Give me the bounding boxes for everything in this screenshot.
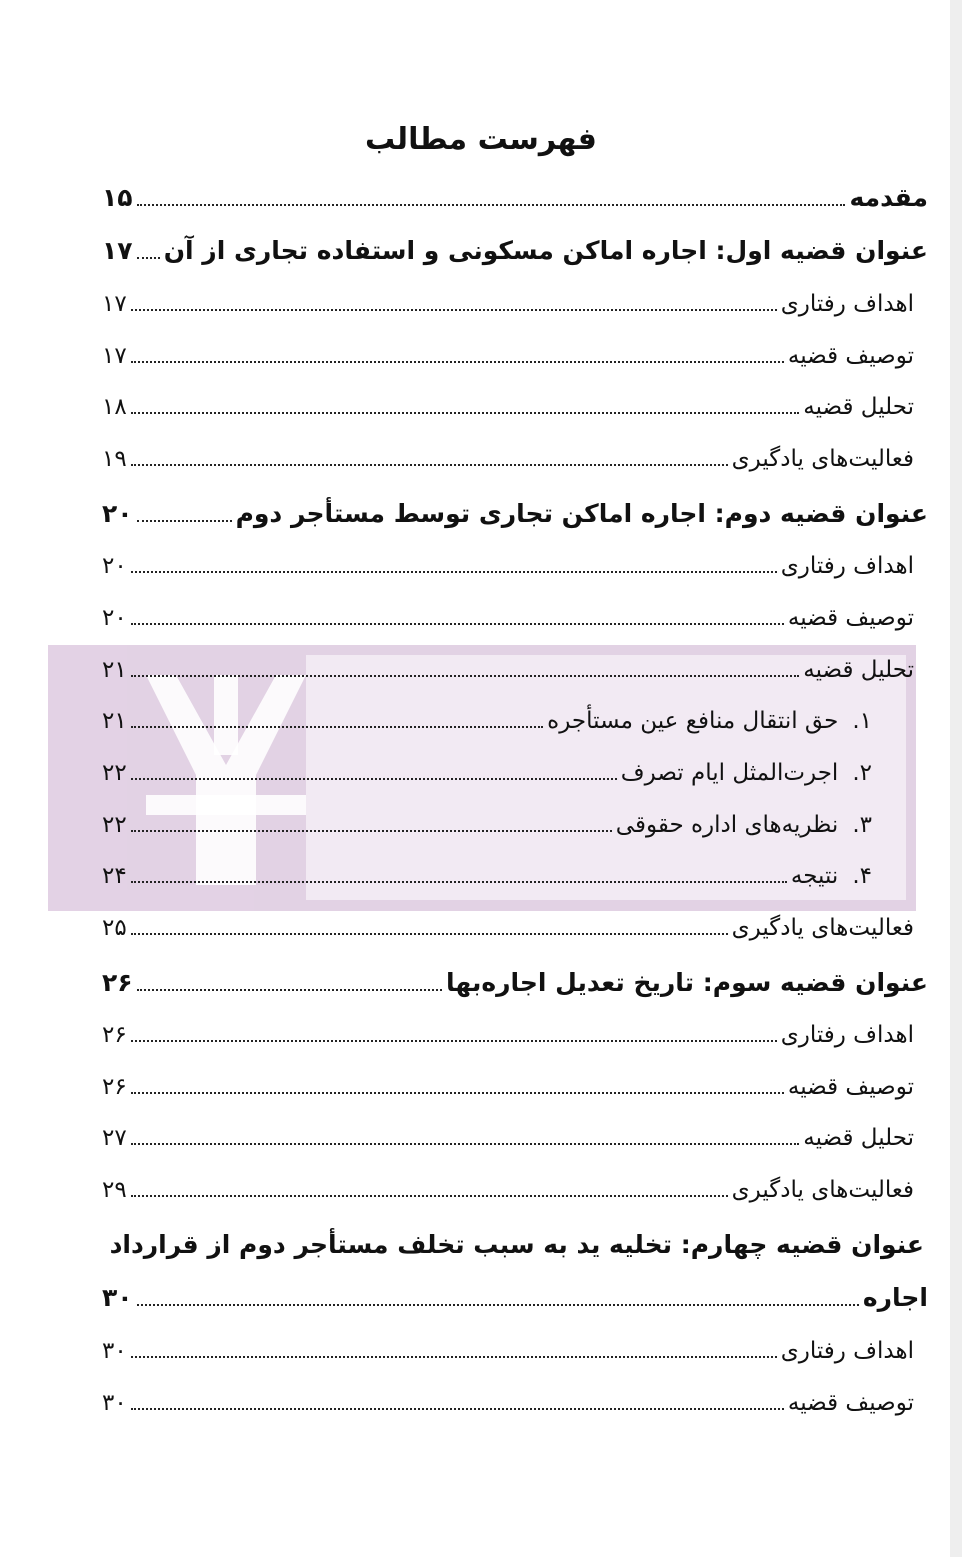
toc-page-number: ۲۱	[102, 657, 127, 683]
toc-entry-label: تحلیل قضیه	[803, 394, 914, 420]
dot-leader	[131, 1092, 784, 1094]
toc-entry-analysis[interactable]	[102, 1125, 914, 1151]
toc-page-number: ۲۷	[102, 1125, 127, 1151]
toc-page-number: ۳۰	[102, 1283, 133, 1312]
dot-leader	[131, 464, 728, 466]
dot-leader	[131, 309, 777, 311]
toc-entry-label: توصیف قضیه	[787, 1390, 914, 1416]
toc-page-number: ۲۶	[102, 1022, 127, 1048]
toc-subentry[interactable]	[102, 863, 872, 889]
toc-page-number: ۳۰	[102, 1390, 127, 1416]
toc-entry-label: توصیف قضیه	[787, 605, 914, 631]
toc-entry-label: اهداف رفتاری	[780, 1022, 914, 1048]
toc-entry-label: فعالیت‌های یادگیری	[731, 1177, 914, 1203]
dot-leader	[137, 257, 160, 259]
toc-entry-description[interactable]	[102, 343, 914, 369]
toc-entry-case-4-title-line[interactable]: عنوان قضیه چهارم: تخلیه ید به سبب تخلف مستأجر دوم از قرارداد	[109, 1230, 924, 1259]
toc-entry-label: نتیجه	[790, 863, 839, 889]
toc-entry-description[interactable]	[102, 1074, 914, 1100]
toc-subentry[interactable]	[102, 812, 872, 838]
page-title: فهرست مطالب	[365, 122, 597, 157]
toc-page-number: ۲۴	[102, 863, 127, 889]
toc-entry-description[interactable]	[102, 605, 914, 631]
toc-subentry-number: ۴.	[852, 863, 872, 889]
toc-subentry-number: ۱.	[852, 708, 872, 734]
toc-page-number: ۱۷	[102, 236, 133, 265]
dot-leader	[131, 1408, 784, 1410]
toc-entry-label: فعالیت‌های یادگیری	[731, 446, 914, 472]
dot-leader	[131, 1143, 800, 1145]
toc-entry-label: فعالیت‌های یادگیری	[731, 915, 914, 941]
toc-page-number: ۲۲	[102, 812, 127, 838]
toc-entry-case-1[interactable]	[102, 236, 928, 265]
toc-entry-case-4[interactable]	[102, 1283, 928, 1312]
toc-subentry-number: ۲.	[852, 760, 872, 786]
toc-entry-label: عنوان قضیه سوم: تاریخ تعدیل اجاره‌بها	[446, 968, 928, 997]
toc-entry-label: مقدمه	[849, 183, 928, 212]
dot-leader	[131, 933, 728, 935]
dot-leader	[131, 830, 612, 832]
toc-entry-label: توصیف قضیه	[787, 343, 914, 369]
toc-entry-case-3[interactable]	[102, 968, 928, 997]
toc-page-number: ۱۷	[102, 343, 127, 369]
toc-entry-case-2[interactable]	[102, 499, 928, 528]
toc-page-number: ۲۲	[102, 760, 127, 786]
toc-entry-label: تحلیل قضیه	[803, 1125, 914, 1151]
toc-entry-analysis[interactable]	[102, 657, 914, 683]
toc-page-number: ۱۵	[102, 183, 133, 212]
toc-page-number: ۲۰	[102, 553, 127, 579]
toc-entry-objectives[interactable]	[102, 1022, 914, 1048]
toc-subentry[interactable]	[102, 760, 872, 786]
toc-entry-label: عنوان قضیه دوم: اجاره اماکن تجاری توسط مستأجر دوم	[235, 499, 928, 528]
toc-entry-label: اجرت‌المثل ایام تصرف	[620, 760, 839, 786]
toc-page-number: ۱۸	[102, 394, 127, 420]
dot-leader	[131, 571, 777, 573]
toc-page-number: ۲۹	[102, 1177, 127, 1203]
toc-entry-label: تحلیل قضیه	[803, 657, 914, 683]
toc-page-number: ۱۷	[102, 291, 127, 317]
toc-page-number: ۲۵	[102, 915, 127, 941]
toc-entry-introduction[interactable]	[102, 183, 928, 212]
toc-entry-analysis[interactable]	[102, 394, 914, 420]
toc-entry-label: عنوان قضیه اول: اجاره اماکن مسکونی و استفاده تجاری از آن	[163, 236, 928, 265]
toc-entry-label: اهداف رفتاری	[780, 1338, 914, 1364]
toc-entry-label: اهداف رفتاری	[780, 291, 914, 317]
toc-subentry[interactable]	[102, 708, 872, 734]
dot-leader	[131, 881, 787, 883]
toc-page-number: ۳۰	[102, 1338, 127, 1364]
toc-page-number: ۱۹	[102, 446, 127, 472]
toc-entry-objectives[interactable]	[102, 1338, 914, 1364]
toc-entry-label: نظریه‌های اداره حقوقی	[615, 812, 839, 838]
toc-entry-description[interactable]	[102, 1390, 914, 1416]
dot-leader	[131, 412, 800, 414]
dot-leader	[131, 726, 543, 728]
dot-leader	[131, 1040, 777, 1042]
toc-entry-label: اهداف رفتاری	[780, 553, 914, 579]
toc-entry-objectives[interactable]	[102, 553, 914, 579]
toc-entry-label: حق انتقال منافع عین مستأجره	[547, 708, 839, 734]
toc-entry-activities[interactable]	[102, 1177, 914, 1203]
toc-entry-objectives[interactable]	[102, 291, 914, 317]
dot-leader	[137, 989, 443, 991]
toc-page-number: ۲۱	[102, 708, 127, 734]
dot-leader	[137, 1304, 859, 1306]
dot-leader	[131, 675, 800, 677]
toc-entry-activities[interactable]	[102, 446, 914, 472]
dot-leader	[137, 204, 846, 206]
dot-leader	[131, 1356, 777, 1358]
toc-page-number: ۲۶	[102, 1074, 127, 1100]
dot-leader	[131, 361, 784, 363]
toc-entry-label: توصیف قضیه	[787, 1074, 914, 1100]
dot-leader	[137, 520, 232, 522]
toc-entry-activities[interactable]	[102, 915, 914, 941]
toc-page-number: ۲۰	[102, 605, 127, 631]
dot-leader	[131, 623, 784, 625]
dot-leader	[131, 1195, 728, 1197]
dot-leader	[131, 778, 617, 780]
toc-entry-label: اجاره	[862, 1283, 928, 1312]
toc-page-number: ۲۶	[102, 968, 133, 997]
toc-subentry-number: ۳.	[852, 812, 872, 838]
toc-page-number: ۲۰	[102, 499, 133, 528]
